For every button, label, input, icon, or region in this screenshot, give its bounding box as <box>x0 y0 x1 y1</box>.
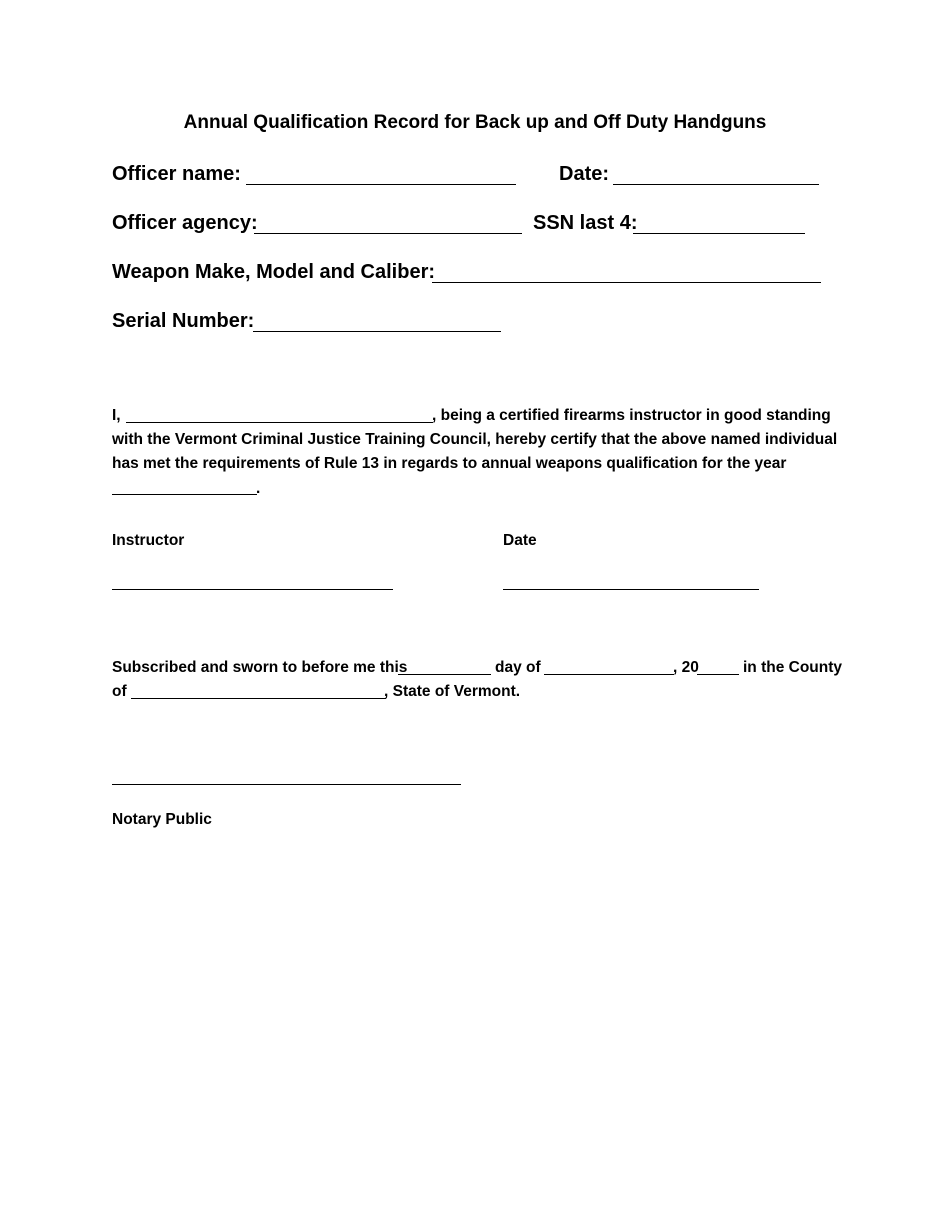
notary-year-field[interactable] <box>697 674 739 675</box>
weapon-field[interactable] <box>432 282 821 283</box>
notary-signature-line[interactable] <box>112 784 461 785</box>
notary-public-label: Notary Public <box>112 811 212 828</box>
officer-agency-field[interactable] <box>254 233 522 234</box>
notary-county-field[interactable] <box>131 698 386 699</box>
cert-year-suffix: . <box>256 480 261 497</box>
notary-of-text: of <box>112 683 127 700</box>
instructor-label: Instructor <box>112 532 185 549</box>
officer-agency-label: Officer agency: <box>112 212 258 234</box>
serial-field[interactable] <box>253 331 501 332</box>
weapon-label: Weapon Make, Model and Caliber: <box>112 261 436 283</box>
notary-state-text: , State of Vermont. <box>384 683 521 700</box>
signature-date-label: Date <box>503 532 537 549</box>
cert-line2: with the Vermont Criminal Justice Training Council, hereby certify that the above named individual <box>112 431 838 448</box>
notary-county-text: in the County <box>743 659 843 676</box>
officer-name-label: Officer name: <box>112 163 241 185</box>
cert-line1: , being a certified firearms instructor in good standing <box>432 407 831 424</box>
instructor-name-field[interactable] <box>126 422 433 423</box>
date-label: Date: <box>559 163 610 185</box>
officer-name-field[interactable] <box>246 184 516 185</box>
notary-subscribed-text: Subscribed and sworn to before me this <box>112 659 408 676</box>
cert-prefix: I, <box>112 407 121 424</box>
ssn-field[interactable] <box>633 233 805 234</box>
serial-label: Serial Number: <box>112 310 255 332</box>
date-field[interactable] <box>613 184 819 185</box>
ssn-label: SSN last 4: <box>533 212 638 234</box>
notary-day-field[interactable] <box>398 674 491 675</box>
instructor-signature-line[interactable] <box>112 589 393 590</box>
notary-20-text: , 20 <box>673 659 699 676</box>
cert-line3: has met the requirements of Rule 13 in regards to annual weapons qualification for the year <box>112 455 787 472</box>
notary-month-field[interactable] <box>544 674 674 675</box>
year-field[interactable] <box>112 494 257 495</box>
signature-date-line[interactable] <box>503 589 759 590</box>
form-title: Annual Qualification Record for Back up and Off Duty Handguns <box>183 112 767 133</box>
notary-day-of-text: day of <box>495 659 541 676</box>
